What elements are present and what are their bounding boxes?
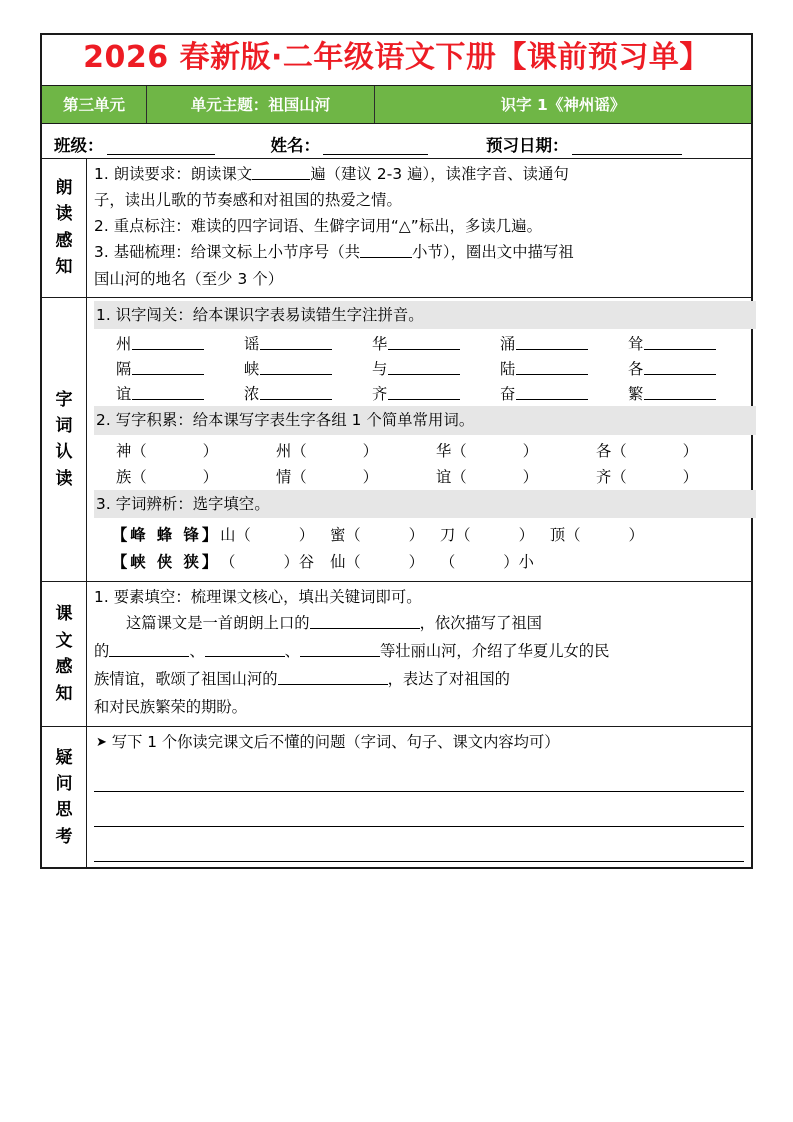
para-text: ，表达了对祖国的: [387, 669, 510, 688]
select-slot: （ ）谷: [220, 552, 315, 571]
word-build-cell[interactable]: 神（ ）: [116, 441, 218, 460]
section-text-comprehension: [42, 582, 751, 728]
label-char: 知: [55, 257, 73, 278]
pinyin-blank[interactable]: [132, 361, 204, 375]
task-3-line-2: 国山河的地名（至少 3 个）: [94, 269, 284, 288]
section-body-questions: [87, 727, 751, 867]
select-slot: 蜜（ ）: [330, 525, 424, 544]
word-build-cell[interactable]: 华（ ）: [436, 441, 538, 460]
word-build-char: 神: [116, 441, 132, 460]
para-text: 的: [94, 642, 110, 660]
pinyin-char: 华: [372, 335, 388, 354]
pinyin-cell[interactable]: [244, 332, 372, 354]
pinyin-char: 浓: [244, 385, 260, 404]
vocab-sub3-heading: 3. 字词辨析：选字填空。: [94, 490, 756, 518]
task-1-line-2: 子，读出儿歌的节奏感和对祖国的热爱之情。: [94, 190, 402, 209]
name-label: 姓名：: [270, 136, 320, 155]
label-char: 认: [55, 442, 73, 463]
select-slot: 山（ ）: [220, 525, 315, 544]
section-label-reading: [42, 159, 87, 297]
pinyin-blank[interactable]: [516, 336, 588, 350]
pinyin-cell[interactable]: [628, 357, 756, 379]
pinyin-blank[interactable]: [260, 386, 332, 400]
para-blank-5[interactable]: [278, 671, 388, 685]
label-char: 词: [55, 416, 73, 437]
label-char: 知: [55, 683, 73, 704]
pinyin-cell[interactable]: [372, 382, 500, 404]
pinyin-cell[interactable]: [500, 382, 628, 404]
pinyin-cell[interactable]: [116, 332, 244, 354]
section-label-vocabulary: [42, 298, 87, 581]
section-reading-perception: [42, 159, 751, 298]
select-options-1: 【峰 蜂 锋】: [112, 525, 221, 544]
date-label: 预习日期：: [486, 136, 569, 155]
pinyin-char: 繁: [628, 385, 644, 404]
label-char: 朗: [55, 178, 73, 199]
pinyin-char: 奋: [500, 385, 516, 404]
task-2-line: 2. 重点标注：难读的四字词语、生僻字词用“△”标出，多读几遍。: [94, 217, 542, 236]
label-char: 文: [55, 630, 73, 651]
pinyin-blank[interactable]: [388, 336, 460, 350]
pinyin-blank[interactable]: [644, 336, 716, 350]
name-field[interactable]: [271, 138, 429, 155]
label-char: 感: [55, 230, 73, 251]
comprehension-para-line-3: [94, 666, 744, 694]
word-build-cell[interactable]: 齐（ ）: [596, 467, 698, 486]
select-slot: 顶（ ）: [549, 525, 644, 544]
para-text: 、: [284, 642, 300, 660]
select-char-row-1[interactable]: [94, 523, 756, 545]
word-build-char: 族: [116, 467, 132, 486]
task-3-blank[interactable]: [360, 244, 412, 258]
pinyin-char: 耸: [628, 335, 644, 354]
word-build-cell[interactable]: 谊（ ）: [436, 467, 538, 486]
class-blank[interactable]: [107, 139, 215, 155]
para-text: 等壮丽山河，介绍了华夏儿女的民: [379, 642, 610, 660]
unit-theme-cell: 单元主题：祖国山河: [147, 86, 375, 123]
task-1-heading: 1. 朗读要求：朗读课文: [94, 164, 253, 183]
label-char: 字: [55, 389, 73, 410]
comprehension-para-line-1: [94, 610, 744, 638]
word-build-char: 各: [596, 441, 612, 460]
word-build-cell[interactable]: 各（ ）: [596, 441, 698, 460]
label-char: 考: [55, 826, 73, 847]
pinyin-char: 谣: [244, 335, 260, 354]
word-build-cell[interactable]: 情（ ）: [276, 467, 378, 486]
pinyin-blank[interactable]: [388, 386, 460, 400]
word-build-char: 州: [276, 441, 292, 460]
comprehension-para-line-2: [94, 638, 744, 666]
pinyin-char: 谊: [116, 385, 132, 404]
para-text: ，依次描写了祖国: [419, 614, 542, 633]
pinyin-cell[interactable]: [116, 382, 244, 404]
answer-rule-line[interactable]: [94, 792, 744, 827]
pinyin-blank[interactable]: [260, 336, 332, 350]
pinyin-char: 峡: [244, 360, 260, 379]
label-char: 问: [55, 774, 73, 795]
class-label: 班级：: [54, 136, 104, 155]
vocab-sub1-heading: 1. 识字闯关：给本课识字表易读错生字注拼音。: [94, 301, 756, 329]
select-slot: 仙（ ）: [330, 552, 424, 571]
task-1-line-1: [94, 161, 744, 187]
label-char: 思: [55, 800, 73, 821]
pinyin-char: 州: [116, 335, 132, 354]
word-build-char: 情: [276, 467, 292, 486]
unit-lesson-cell: 识字 1《神州谣》: [500, 96, 626, 114]
pinyin-cell[interactable]: [372, 357, 500, 379]
pinyin-cell[interactable]: [116, 357, 244, 379]
section-body-comprehension: [87, 582, 751, 727]
date-blank[interactable]: [572, 139, 682, 155]
pinyin-blank[interactable]: [644, 386, 716, 400]
word-build-char: 华: [436, 441, 452, 460]
pinyin-blank[interactable]: [516, 386, 588, 400]
section-vocabulary: [42, 298, 751, 582]
question-prompt-text: 写下 1 个你读完课文后不懂的问题（字词、句子、课文内容均可）: [111, 733, 560, 752]
name-blank[interactable]: [323, 139, 428, 155]
section-body-vocabulary: [87, 298, 763, 581]
pinyin-row-1: [94, 332, 756, 354]
question-prompt: [94, 729, 744, 755]
task-3-heading: 3. 基础梳理：给课文标上小节序号（共: [94, 243, 361, 262]
page-title: 2026 春新版·二年级语文下册【课前预习单】: [83, 40, 710, 75]
answer-rule-line[interactable]: [94, 755, 744, 792]
pinyin-cell[interactable]: [628, 382, 756, 404]
pinyin-blank[interactable]: [516, 361, 588, 375]
para-text: 族情谊，歌颂了祖国山河的: [94, 669, 278, 688]
para-blank-3[interactable]: [205, 643, 285, 657]
label-char: 课: [55, 604, 73, 625]
pinyin-row-3: [94, 382, 756, 404]
para-text: 、: [189, 642, 205, 660]
pinyin-blank[interactable]: [644, 361, 716, 375]
pinyin-char: 隔: [116, 360, 132, 379]
pinyin-char: 齐: [372, 385, 388, 404]
word-build-char: 谊: [436, 467, 452, 486]
pinyin-char: 陆: [500, 360, 516, 379]
class-field[interactable]: [54, 138, 215, 155]
comprehension-heading: 1. 要素填空：梳理课文核心，填出关键词即可。: [94, 587, 422, 606]
pinyin-cell[interactable]: [500, 332, 628, 354]
select-slot: 刀（ ）: [439, 525, 534, 544]
student-info-row: [42, 124, 751, 159]
answer-rule-line[interactable]: [94, 827, 744, 862]
select-char-row-2[interactable]: [94, 550, 756, 572]
pinyin-row-2: [94, 357, 756, 379]
task-3-tail: 小节），圈出文中描写祖: [412, 243, 574, 262]
worksheet-table: [40, 33, 753, 869]
para-text: 这篇课文是一首朗朗上口的: [126, 614, 310, 633]
pinyin-char: 各: [628, 360, 644, 379]
pinyin-blank[interactable]: [132, 386, 204, 400]
section-label-comprehension: [42, 582, 87, 727]
section-label-questions: [42, 727, 87, 867]
select-options-2: 【峡 侠 狭】: [112, 552, 221, 571]
section-body-reading: [87, 159, 751, 297]
word-build-cell[interactable]: 州（ ）: [276, 441, 378, 460]
section-questions: [42, 727, 751, 867]
pinyin-cell[interactable]: [500, 357, 628, 379]
label-char: 读: [55, 204, 73, 225]
title-row: [42, 35, 751, 86]
comprehension-para-line-4: 和对民族繁荣的期盼。: [94, 697, 247, 716]
word-build-cell[interactable]: 族（ ）: [116, 467, 218, 486]
para-blank-2[interactable]: [109, 643, 189, 657]
vocab-sub2-heading: 2. 写字积累：给本课写字表生字各组 1 个简单常用词。: [94, 406, 756, 434]
task-1-tail: 遍（建议 2-3 遍），读准字音、读通句: [310, 164, 569, 183]
para-blank-4[interactable]: [300, 643, 380, 657]
para-blank-1[interactable]: [310, 615, 420, 629]
pinyin-cell[interactable]: [372, 332, 500, 354]
word-build-row-1: [94, 439, 756, 461]
label-char: 疑: [55, 747, 73, 768]
unit-number-cell: 第三单元: [42, 86, 147, 123]
pinyin-blank[interactable]: [132, 336, 204, 350]
pinyin-cell[interactable]: [244, 382, 372, 404]
pinyin-char: 涌: [500, 335, 516, 354]
arrow-bullet-icon: ➤: [96, 735, 107, 751]
pinyin-blank[interactable]: [388, 361, 460, 375]
label-char: 感: [55, 657, 73, 678]
pinyin-char: 与: [372, 360, 388, 379]
select-slot: （ ）小: [439, 552, 534, 571]
pinyin-cell[interactable]: [628, 332, 756, 354]
unit-header-bar: [42, 86, 751, 124]
task-3-line-1: [94, 239, 744, 265]
word-build-row-2: [94, 465, 756, 487]
word-build-char: 齐: [596, 467, 612, 486]
task-1-blank[interactable]: [252, 166, 310, 180]
pinyin-blank[interactable]: [260, 361, 332, 375]
date-field[interactable]: [486, 138, 682, 155]
label-char: 读: [55, 468, 73, 489]
pinyin-cell[interactable]: [244, 357, 372, 379]
